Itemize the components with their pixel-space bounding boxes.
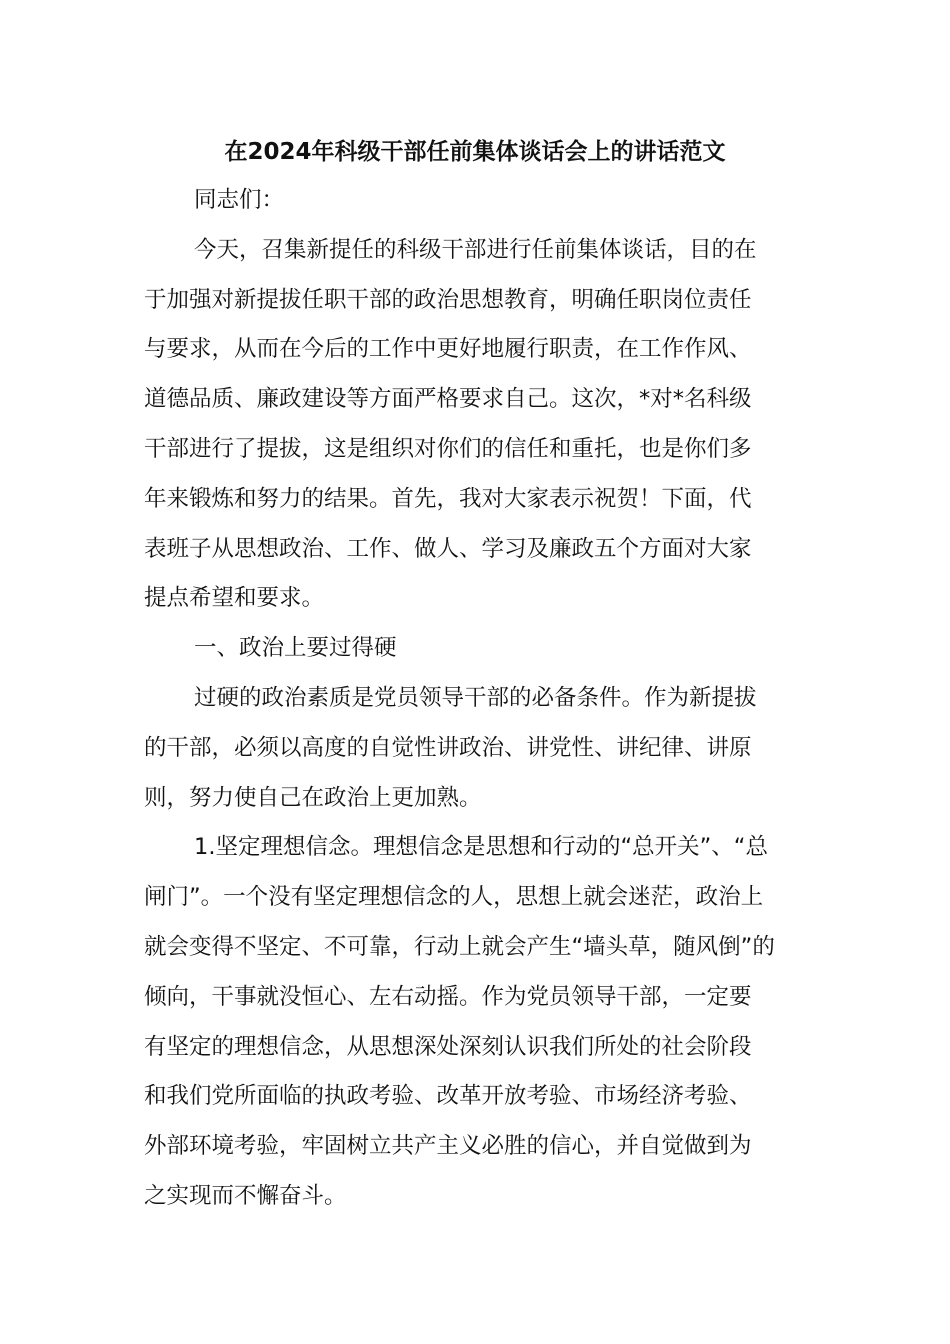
paragraph-intro: 今天，召集新提任的科级干部进行任前集体谈话，目的在 于加强对新提拔任职干部的政治思想教育，明确任职岗位责任 与要求，从而在今后的工作中更好地履行职责，在工作作风、 道德品质、廉政建设等方面严格要求自己。这次，*对*名科级 干部进行了提拔，这是组织对你们的信任和重托，也是你们多 年来锻炼和努力的结果。首先，我对大家表示祝贺！下面，代 表班子从思想政治、工作、做人、学习及廉政五个方面对大家 提点希望和要求。 bbox=[144, 236, 757, 612]
section-heading-1: 一、政治上要过得硬 bbox=[194, 635, 397, 662]
document-title: 在2024年科级干部任前集体谈话会上的讲话范文 bbox=[224, 139, 726, 165]
paragraph-section-1: 过硬的政治素质是党员领导干部的必备条件。作为新提拔 的干部，必须以高度的自觉性讲政治、讲党性、讲纪律、讲原 则，努力使自己在政治上更加熟。 bbox=[144, 684, 757, 811]
document-body bbox=[144, 176, 806, 1222]
paragraph-item-1: 1.坚定理想信念。理想信念是思想和行动的“总开关”、“总 闸门”。一个没有坚定理想信念的人，思想上就会迷茫，政治上 就会变得不坚定、不可靠，行动上就会产生“墙头草，随风倒”的 倾向，干事就没恒心、左右动摇。作为党员领导干部，一定要 有坚定的理想信念，从思想深处深刻认识我们所处的社会阶段 和我们党所面临的执政考验、改革开放考验、市场经济考验、 外部环境考验，牢固树立共产主义必胜的信心，并自觉做到为 之实现而不懈奋斗。 bbox=[144, 834, 775, 1209]
salutation: 同志们： bbox=[194, 187, 285, 213]
